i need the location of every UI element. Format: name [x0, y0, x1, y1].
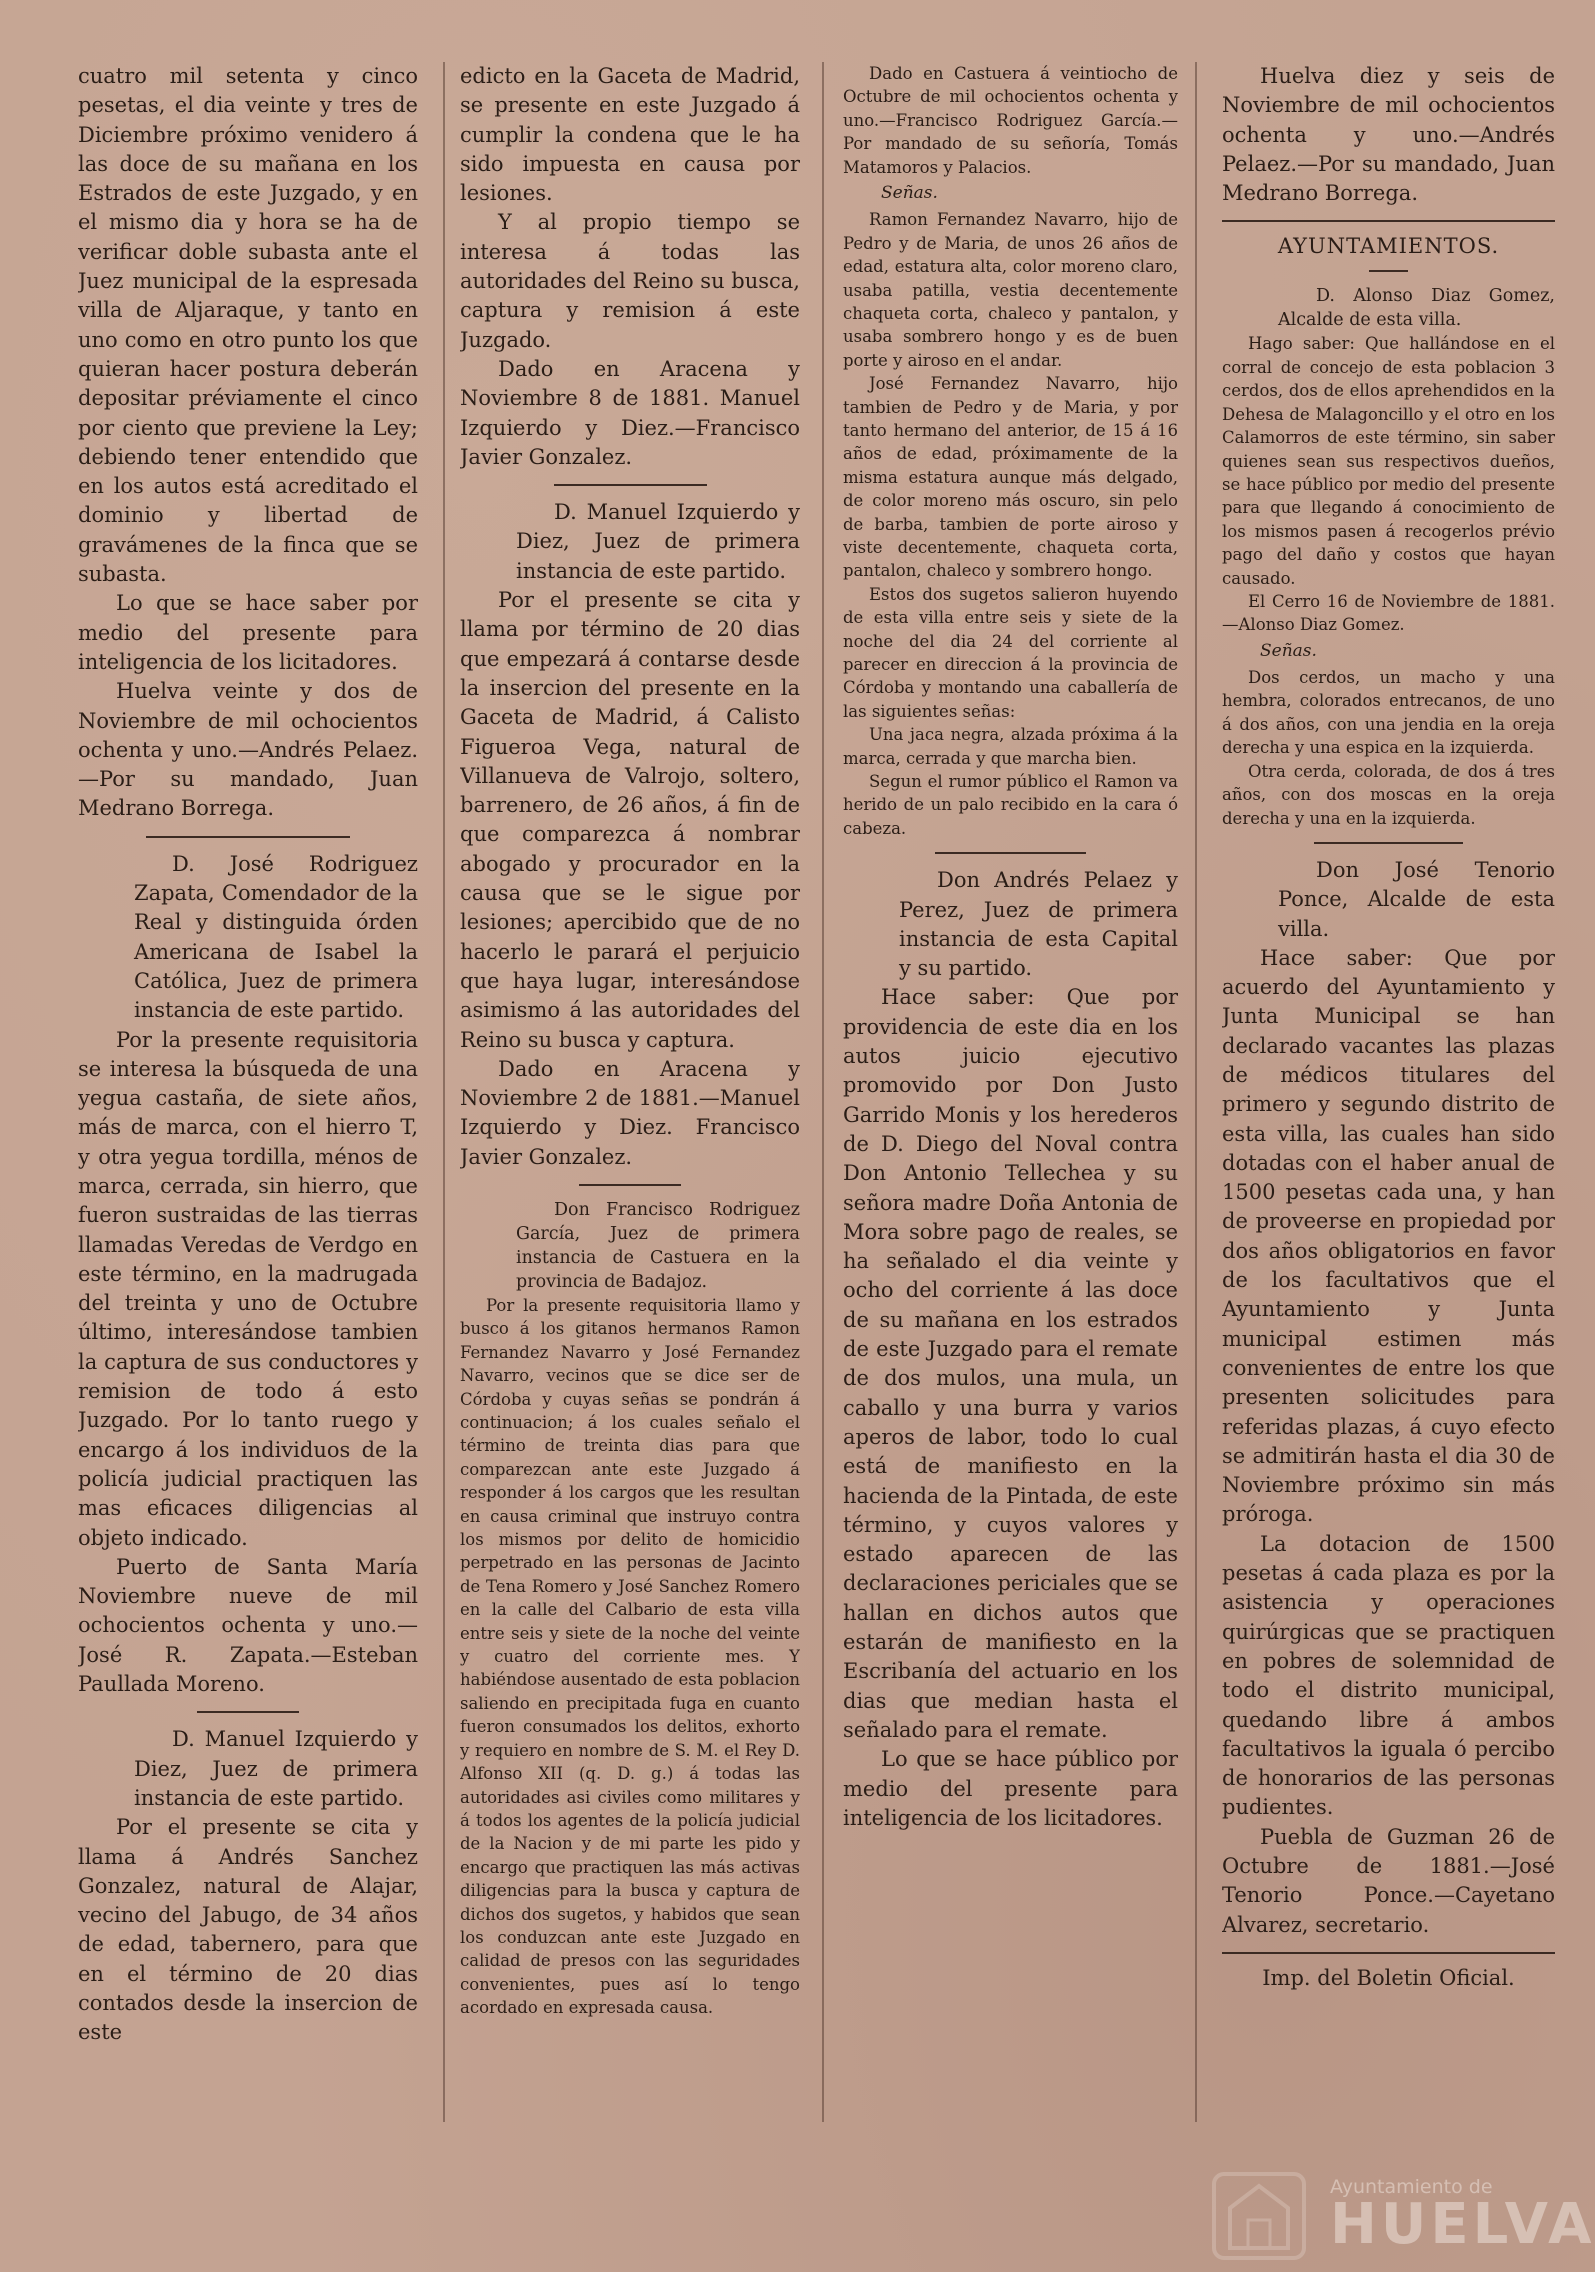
notice-paragraph: Una jaca negra, alzada próxima á la marca, cerrada y que marcha bien.	[843, 725, 1178, 768]
notice-paragraph: Dado en Aracena y Noviembre 2 de 1881.—Manuel Izquierdo y Diez. Francisco Javier Gonzalez.	[460, 1056, 800, 1169]
notice-heading: Don Francisco Rodriguez García, Juez de primera instancia de Castuera en la provincia de Badajoz.	[516, 1199, 800, 1292]
notice-paragraph: Y al propio tiempo se interesa á todas las autoridades del Reino su busca, captura y remision á este Juzgado.	[460, 210, 800, 352]
column-2	[460, 62, 800, 2162]
divider-rule	[1222, 220, 1555, 222]
notice-paragraph: edicto en la Gaceta de Madrid, se presente en este Juzgado á cumplir la condena que le ha sido impuesta en causa por lesiones.	[460, 64, 800, 206]
notice-paragraph: Puerto de Santa María Noviembre nueve de mil ochocientos ochenta y uno.—José R. Zapata.—Esteban Paullada Moreno.	[78, 1554, 418, 1697]
divider-rule	[579, 1184, 681, 1186]
notice-paragraph: El Cerro 16 de Noviembre de 1881.—Alonso Diaz Gomez.	[1222, 591, 1555, 635]
notice-paragraph: Dado en Castuera á veintiocho de Octubre de mil ochocientos ochenta y uno.—Francisco Rodriguez García.—Por mandado de su señoría, Tomás Matamoros y Palacios.	[843, 64, 1178, 177]
divider-rule	[1222, 1952, 1555, 1954]
divider-rule	[554, 484, 707, 486]
imprint-line: Imp. del Boletin Oficial.	[1262, 1965, 1515, 1990]
column-4	[1222, 62, 1555, 2142]
notice-paragraph: Segun el rumor público el Ramon va herido de un palo recibido en la cara ó cabeza.	[843, 772, 1178, 838]
senas-heading: Señas.	[881, 183, 938, 204]
notice-paragraph: José Fernandez Navarro, hijo tambien de Pedro y de Maria, y por tanto hermano del anterior, de 15 á 16 años de edad, próximamente de la misma estatura aunque más delgado, de color moreno más oscuro, sin pelo de barba, tambien de porte airoso y viste decentemente, chaqueta corta, pantalon, chaleco y sombrero hongo.	[843, 374, 1178, 581]
notice-paragraph: Dado en Aracena y Noviembre 8 de 1881. Manuel Izquierdo y Diez.—Francisco Javier Gonzalez.	[460, 356, 800, 469]
notice-paragraph: Hago saber: Que hallándose en el corral de concejo de esta poblacion 3 cerdos, dos de ellos aprehendidos en la Dehesa de Malagoncillo y el otro en los Calamorros de este término, sin saber quienes sean sus respectivos dueños, se hace público por medio del presente para que llegando á conocimiento de los mismos pasen á recogerlos prévio pago del daño y costos que hayan causado.	[1222, 334, 1555, 588]
notice-paragraph: Lo que se hace saber por medio del presente para inteligencia de los licitadores.	[78, 591, 418, 674]
notice-heading: Don José Tenorio Ponce, Alcalde de esta villa.	[1278, 857, 1555, 941]
notice-paragraph: Por la presente requisitoria se interesa la búsqueda de una yegua castaña, de siete años, más de marca, con el hierro T, y otra yegua tordilla, ménos de marca, cerrada, sin hierro, que fueron sustraidas de las tierras llamadas Veredas de Verdgo en este término, en la madrugada del treinta y uno de Octubre último, interesándose tambien la captura de sus conductores y remision de todo á esto Juzgado. Por lo tanto ruego y encargo á los individuos de la policía judicial practiquen las mas eficaces diligencias al objeto indicado.	[78, 1027, 418, 1550]
notice-paragraph: Hace saber: Que por providencia de este dia en los autos juicio ejecutivo promovido por Don Justo Garrido Monis y los herederos de D. Diego del Noval contra Don Antonio Tellechea y su señora madre Doña Antonia de Mora sobre pago de reales, se ha señalado el dia veinte y ocho del corriente á las doce de su mañana en los estrados de este Juzgado para el remate de dos mulos, una mula, un caballo y una burra y varios aperos de labor, todo lo cual está de manifiesto en la hacienda de la Pintada, de este término, y cuyos valores y estado aparecen de las declaraciones periciales que se hallan en dichos autos que estarán de manifiesto en la Escribanía del actuario en los dias que median hasta el señalado para el remate.	[843, 985, 1178, 1742]
notice-paragraph: Hace saber: Que por acuerdo del Ayuntamiento y Junta Municipal se han declarado vacantes las plazas de médicos titulares del primero y segundo distrito de esta villa, las cuales han sido dotadas con el haber anual de 1500 pesetas cada una, y han de proveerse en propiedad por dos años obligatorios en favor de los facultativos que el Ayuntamiento y Junta municipal estimen más convenientes de entre los que presenten solicitudes para referidas plazas, á cuyo efecto se admitirán hasta el dia 30 de Noviembre próximo sin más próroga.	[1222, 945, 1555, 1527]
senas-heading: Señas.	[1260, 640, 1317, 661]
divider-rule	[1314, 842, 1464, 844]
notice-paragraph: Otra cerda, colorada, de dos á tres años, con dos moscas en la oreja derecha y una en la izquierda.	[1222, 761, 1555, 828]
column-1	[78, 62, 418, 2142]
notice-paragraph: Ramon Fernandez Navarro, hijo de Pedro y de Maria, de unos 26 años de edad, estatura alta, color moreno claro, usaba patilla, vestia decentemente chaqueta corta, chaleco y pantalon, y usaba sombrero hongo y es de buen porte y airoso en el andar.	[843, 210, 1178, 370]
section-title: AYUNTAMIENTOS.	[1277, 234, 1500, 259]
divider-rule	[935, 852, 1086, 854]
notice-paragraph: Por el presente se cita y llama por término de 20 dias que empezará á contarse desde la insercion del presente en la Gaceta de Madrid, á Calisto Figueroa Vega, natural de Villanueva de Valrojo, soltero, barrenero, de 26 años, á fin de que comparezca á nombrar abogado y procurador en la causa que se le sigue por lesiones; apercibido que de no hacerlo le parará el perjuicio que haya lugar, interesándose asimismo á las autoridades del Reino su busca y captura.	[460, 588, 800, 1052]
notice-paragraph: cuatro mil setenta y cinco pesetas, el dia veinte y tres de Diciembre próximo venidero á las doce de su mañana en los Estrados de este Juzgado, y en el mismo dia y hora se ha de verificar doble subasta ante el Juez municipal de la espresada villa de Aljaraque, y tanto en uno como en otro punto los que quieran hacer postura deberán depositar préviamente el cinco por ciento que previene la Ley; debiendo tener entendido que en los autos está acreditado el dominio y libertad de gravámenes de la finca que se subasta.	[78, 64, 418, 587]
notice-paragraph: Dos cerdos, un macho y una hembra, colorados entrecanos, de uno á dos años, con una jendia en la oreja derecha y una espica en la izquierda.	[1222, 668, 1555, 758]
notice-paragraph: Huelva veinte y dos de Noviembre de mil ochocientos ochenta y uno.—Andrés Pelaez.—Por su mandado, Juan Medrano Borrega.	[78, 679, 418, 821]
notice-heading: D. Alonso Diaz Gomez, Alcalde de esta villa.	[1278, 286, 1555, 331]
notice-paragraph: Huelva diez y seis de Noviembre de mil ochocientos ochenta y uno.—Andrés Pelaez.—Por su mandado, Juan Medrano Borrega.	[1222, 64, 1555, 206]
column-divider	[443, 62, 445, 2122]
watermark-line-2: HUELVA	[1330, 2192, 1595, 2257]
column-divider	[1195, 62, 1197, 2122]
notice-paragraph: Lo que se hace público por medio del presente para inteligencia de los licitadores.	[843, 1747, 1178, 1830]
divider-rule	[1369, 270, 1409, 272]
column-3	[843, 62, 1178, 2142]
watermark-line-1: Ayuntamiento de	[1330, 2176, 1493, 2198]
column-divider	[822, 62, 824, 2122]
notice-heading: D. José Rodriguez Zapata, Comendador de la Real y distinguida órden Americana de Isabel la Católica, Juez de primera instancia de este partido.	[134, 851, 418, 1023]
notice-paragraph: Por el presente se cita y llama á Andrés Sanchez Gonzalez, natural de Alajar, vecino del Jabugo, de 34 años de edad, tabernero, para que en el término de 20 dias contados desde la insercion de este	[78, 1815, 418, 2045]
notice-paragraph: La dotacion de 1500 pesetas á cada plaza es por la asistencia y operaciones quirúrgicas que se practiquen en pobres de solemnidad de todo el distrito municipal, quedando libre á ambos facultativos la iguala ó percibo de honorarios de las personas pudientes.	[1222, 1531, 1555, 1820]
notice-heading: D. Manuel Izquierdo y Diez, Juez de primera instancia de este partido.	[134, 1727, 418, 1810]
divider-rule	[197, 1711, 299, 1713]
notice-paragraph: Puebla de Guzman 26 de Octubre de 1881.—José Tenorio Ponce.—Cayetano Alvarez, secretario.	[1222, 1824, 1555, 1937]
notice-heading: D. Manuel Izquierdo y Diez, Juez de primera instancia de este partido.	[516, 500, 800, 583]
notice-paragraph: Estos dos sugetos salieron huyendo de esta villa entre seis y siete de la noche del dia 24 del corriente al parecer en direccion á la provincia de Córdoba y montando una caballería de las siguientes señas:	[843, 584, 1178, 721]
divider-rule	[146, 836, 350, 838]
notice-paragraph: Por la presente requisitoria llamo y busco á los gitanos hermanos Ramon Fernandez Navarro y José Fernandez Navarro, vecinos que se dice ser de Córdoba y cuyas señas se pondrán á continuacion; á los cuales señalo el término de treinta dias para que comparezcan ante este Juzgado á responder á los cargos que les resultan en causa criminal que instruyo contra los mismos por delito de homicidio perpetrado en las personas de Jacinto de Tena Romero y José Sanchez Romero en la calle del Calbario de esta villa entre seis y siete de la noche del veinte y cuatro del corriente mes. Y habiéndose ausentado de esta poblacion saliendo en precipitada fuga en cuanto fueron consumados los delitos, exhorto y requiero en nombre de S. M. el Rey D. Alfonso XII (q. D. g.) á todas las autoridades asi civiles como militares y á todos los agentes de la policía judicial de la Nacion y de mi parte les pido y encargo que practiquen las más activas diligencias para la busca y captura de dichos dos sugetos, y habidos que sean los conduzcan ante este Juzgado en calidad de presos con las seguridades convenientes, pues así lo tengo acordado en expresada causa.	[460, 1295, 800, 2018]
notice-heading: Don Andrés Pelaez y Perez, Juez de primera instancia de esta Capital y su partido.	[899, 868, 1178, 981]
